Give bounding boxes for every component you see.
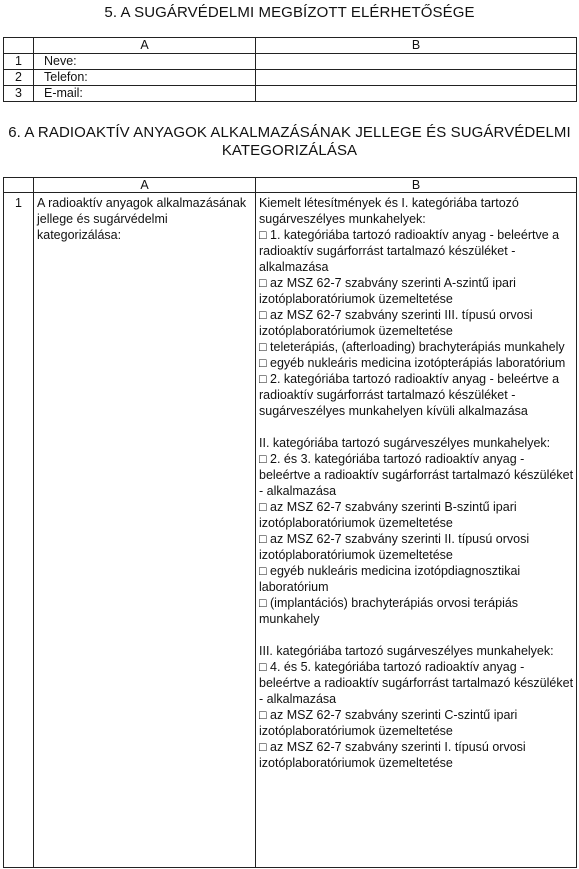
checkbox-item[interactable]: □ az MSZ 62-7 szabvány szerinti III. típusú orvosi izotóplaboratóriumok üzemeltetése: [259, 308, 533, 338]
section5-title: 5. A SUGÁRVÉDELMI MEGBÍZOTT ELÉRHETŐSÉGE: [104, 4, 475, 21]
name-field[interactable]: [256, 54, 577, 70]
group-spacer: [259, 627, 574, 643]
column-b-header: B: [256, 38, 577, 54]
category-options-cell: [256, 193, 577, 868]
checkbox-item[interactable]: □ teleterápiás, (afterloading) brachyterápiás munkahely: [259, 340, 565, 354]
row-number: 1: [4, 193, 34, 868]
table-header-row: [4, 38, 577, 54]
header-empty-cell: [4, 178, 34, 193]
column-a-header: A: [34, 38, 256, 54]
category-label: A radioaktív anyagok alkalmazásának jellege és sugárvédelmi kategorizálása:: [34, 193, 256, 868]
row-number: 1: [4, 54, 34, 70]
checkbox-item[interactable]: □ 4. és 5. kategóriába tartozó radioaktív anyag - beleértve a radioaktív sugárforrást tartalmazó készüléket - alkalmazása: [259, 660, 574, 706]
column-a-header: A: [34, 178, 256, 193]
row-number: 2: [4, 70, 34, 86]
header-empty-cell: [4, 38, 34, 54]
contact-table: [3, 37, 577, 102]
row-number: 3: [4, 86, 34, 102]
checkbox-item[interactable]: □ egyéb nukleáris medicina izotópterápiás laboratórium: [259, 356, 566, 370]
table-row: [4, 193, 577, 868]
phone-field[interactable]: [256, 70, 577, 86]
table-header-row: [4, 178, 577, 193]
phone-label: Telefon:: [34, 70, 256, 86]
checkbox-item[interactable]: □ az MSZ 62-7 szabvány szerinti II. típusú orvosi izotóplaboratóriumok üzemeltetése: [259, 532, 530, 562]
checkbox-item[interactable]: □ egyéb nukleáris medicina izotópdiagnosztikai laboratórium: [259, 564, 521, 594]
checkbox-item[interactable]: □ 2. és 3. kategóriába tartozó radioaktív anyag - beleértve a radioaktív sugárforrást tartalmazó készüléket - alkalmazása: [259, 452, 574, 498]
checkbox-item[interactable]: □ az MSZ 62-7 szabvány szerinti I. típusú orvosi izotóplaboratóriumok üzemeltetése: [259, 740, 526, 770]
section6-title-line2: KATEGORIZÁLÁSA: [221, 142, 358, 159]
section6-title-line1: 6. A RADIOAKTÍV ANYAGOK ALKALMAZÁSÁNAK JELLEGE ÉS SUGÁRVÉDELMI: [8, 124, 571, 141]
categorization-table: [3, 177, 577, 868]
group-heading-ii: II. kategóriába tartozó sugárveszélyes munkahelyek:: [259, 436, 551, 450]
name-label: Neve:: [34, 54, 256, 70]
section6-title: [0, 124, 579, 160]
checkbox-item[interactable]: □ 1. kategóriába tartozó radioaktív anyag - beleértve a radioaktív sugárforrást tartalmazó készüléket - alkalmazása: [259, 228, 560, 274]
table-row: [4, 70, 577, 86]
checkbox-item[interactable]: □ az MSZ 62-7 szabvány szerinti B-szintű ipari izotóplaboratóriumok üzemeltetése: [259, 500, 517, 530]
group-spacer: [259, 419, 574, 435]
checkbox-item[interactable]: □ az MSZ 62-7 szabvány szerinti A-szintű ipari izotóplaboratóriumok üzemeltetése: [259, 276, 516, 306]
table-row: [4, 86, 577, 102]
table-row: [4, 54, 577, 70]
column-b-header: B: [256, 178, 577, 193]
checkbox-item[interactable]: □ az MSZ 62-7 szabvány szerinti C-szintű ipari izotóplaboratóriumok üzemeltetése: [259, 708, 518, 738]
checkbox-item[interactable]: □ (implantációs) brachyterápiás orvosi terápiás munkahely: [259, 596, 519, 626]
checkbox-item[interactable]: □ 2. kategóriába tartozó radioaktív anyag - beleértve a radioaktív sugárforrást tartalmazó készüléket - sugárveszélyes munkahelyen kívüli alkalmazása: [259, 372, 560, 418]
group-heading-kiemelt: Kiemelt létesítmények és I. kategóriába tartozó sugárveszélyes munkahelyek:: [259, 196, 519, 226]
email-field[interactable]: [256, 86, 577, 102]
group-heading-iii: III. kategóriába tartozó sugárveszélyes munkahelyek:: [259, 644, 554, 658]
email-label: E-mail:: [34, 86, 256, 102]
